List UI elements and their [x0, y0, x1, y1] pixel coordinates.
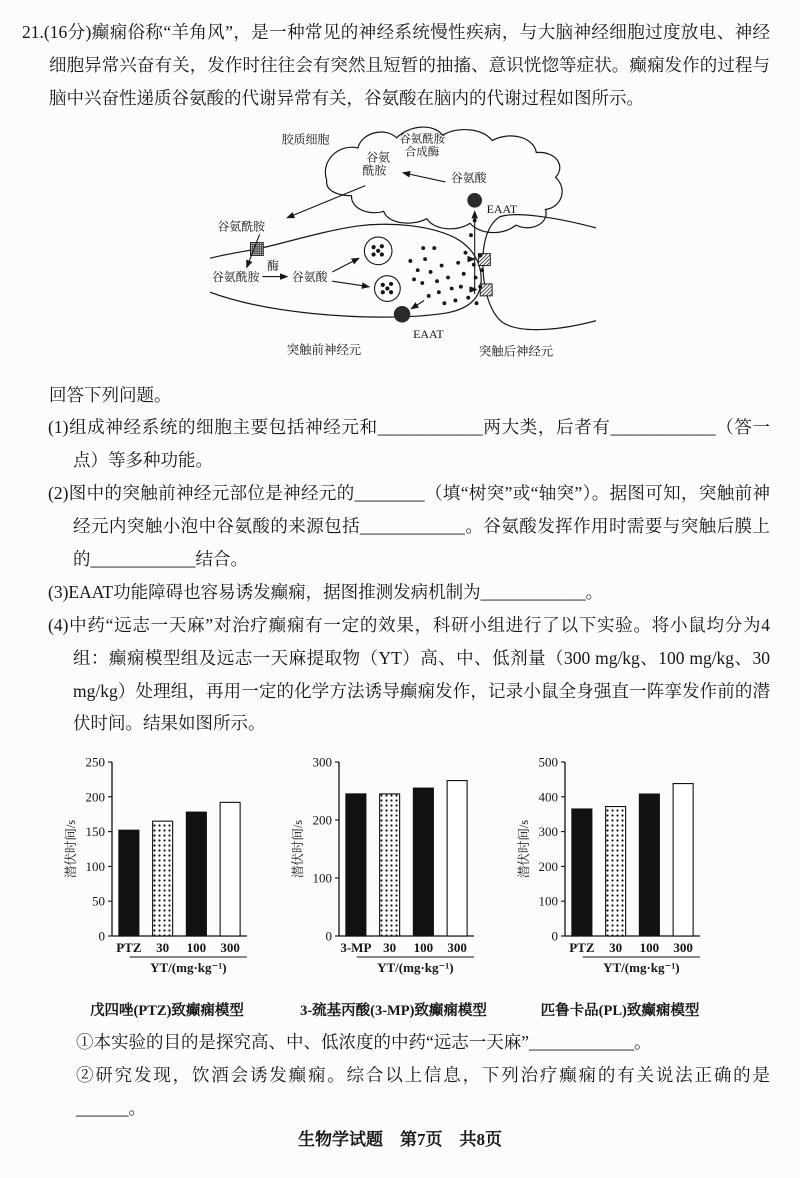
glutamate-dot: [442, 301, 446, 305]
eaat-presynaptic-transporter-icon: [394, 306, 411, 323]
glutamate-dot: [480, 268, 484, 272]
synthetase-label-1: 谷氨酰胺: [399, 133, 446, 146]
chart-title-pl: 匹鲁卡品(PL)致癫痫模型: [540, 1003, 700, 1020]
glutamate-dot: [462, 272, 466, 276]
arrow-glutamate-to-glutamine: [403, 172, 445, 181]
bar-300: [673, 784, 693, 936]
chart-svg: [62, 748, 272, 988]
glutamate-dot: [459, 284, 463, 288]
glial-glutamate-label: 谷氨酸: [450, 170, 487, 185]
x-category-label: 30: [156, 940, 170, 956]
glutamate-dot: [450, 286, 454, 290]
y-axis-label: 潜伏时间/s: [290, 820, 305, 879]
glutamate-dot: [432, 246, 436, 250]
sub-question-1-marker: (1): [48, 417, 69, 438]
y-tick-label: 300: [538, 824, 558, 840]
glutamate-dot: [412, 277, 416, 281]
question-intro-text: (16分)癫痫俗称“羊角风”，是一种常见的神经系统慢性疾病，与大脑神经细胞过度放电、神经细胞异常兴奋有关，发作时往往会有突然且短暂的抽搐、意识恍惚等症状。癫痫发作的过程与脑中兴奋性递质谷氨酸的代谢异常有关，谷氨酸在脑内的代谢过程如图所示。: [43, 22, 770, 108]
x-category-label: 300: [673, 940, 693, 956]
glutamate-dot: [446, 275, 450, 279]
chart-svg: [515, 748, 725, 988]
presynaptic-neuron-label: 突触前神经元: [286, 342, 362, 357]
y-tick-label: 200: [85, 789, 105, 805]
synaptic-vesicles: [364, 237, 400, 301]
vesicle-glutamate-dot: [376, 248, 380, 252]
glutamate-dot: [478, 253, 482, 257]
glutamate-dot: [416, 268, 420, 272]
page-footer: 生物学试题 第7页 共8页: [298, 1130, 502, 1150]
arrow-to-vesicle-1: [332, 258, 359, 272]
sub-item-circle-1: ①本实验的目的是探究高、中、低浓度的中药“远志一天麻”____________。: [76, 1032, 652, 1053]
glial-glutamine-label-1: 谷氨: [366, 150, 391, 165]
chart-ptz-model: [62, 748, 272, 1020]
question-number: 21.: [22, 22, 44, 42]
sub-question-4-marker: (4): [48, 614, 69, 635]
sub-question-3-marker: (3): [48, 581, 69, 602]
sub-question-4-text: 中药“远志一天麻”对治疗癫痫有一定的效果，科研小组进行了以下实验。将小鼠均分为4组：癫痫模型组及远志一天麻提取物（YT）高、中、低剂量（300 mg/kg、100 mg/kg、30 mg/kg）处理组，再用一定的化学方法诱导癫痫发作，记录小鼠全身强直一阵挛发作前的潜伏时间。结果如图所示。: [68, 614, 770, 734]
y-tick-label: 50: [92, 894, 105, 910]
x-category-label: 30: [382, 940, 396, 956]
glutamate-dot: [478, 284, 482, 288]
glutamate-dot: [453, 298, 457, 302]
glutamate-dot: [466, 295, 470, 299]
inside-glutamine-label: 谷氨酰胺: [211, 269, 260, 284]
vesicle-glutamate-dot: [381, 290, 385, 294]
bar-30: [606, 807, 626, 936]
x-category-label: 300: [220, 940, 240, 956]
vesicle-glutamate-dot: [371, 252, 375, 256]
y-tick-label: 100: [312, 870, 332, 886]
glutamate-dot: [423, 257, 427, 261]
vesicle-glutamate-dot: [371, 245, 375, 249]
y-tick-label: 100: [85, 859, 105, 875]
arrow-glutamine-export: [287, 185, 365, 217]
glutamate-dot: [420, 281, 424, 285]
answer-prompt: 回答下列问题。: [49, 384, 172, 405]
bar-100: [639, 794, 659, 936]
synthetase-label-2: 合成酶: [404, 145, 440, 158]
glutamate-dot: [421, 246, 425, 250]
vesicle-glutamate-dot: [389, 290, 393, 294]
sub-question-1: [48, 411, 770, 477]
bar-100: [186, 812, 206, 936]
eaat-presynaptic-label: EAAT: [413, 326, 444, 341]
y-tick-label: 200: [538, 859, 558, 875]
inside-glutamate-label: 谷氨酸: [291, 269, 328, 284]
glutamate-dot: [408, 259, 412, 263]
x-category-label: 100: [413, 940, 433, 956]
eaat-glial-label: EAAT: [486, 201, 518, 216]
chart-svg: [289, 748, 499, 988]
sub-question-2-text: 图中的突触前神经元部位是神经元的________（填“树突”或“轴突”）。据图可知，突触前神经元内突触小泡中谷氨酸的来源包括____________。谷氨酸发挥作用时需要与突触后膜上的____________结合。: [68, 483, 770, 570]
glutamate-dot: [475, 301, 479, 305]
bar-300: [447, 781, 467, 936]
arrow-to-presynaptic-eaat: [411, 300, 424, 308]
question-intro: [22, 16, 770, 115]
neurotransmitter-dots: [408, 218, 484, 305]
y-tick-label: 250: [85, 754, 105, 770]
glutamate-dot: [464, 250, 468, 254]
y-tick-label: 100: [538, 894, 558, 910]
chart-pl-model: [515, 748, 725, 1020]
vesicle-glutamate-dot: [380, 244, 384, 248]
bar-100: [413, 788, 433, 936]
chart-3mp-model: [289, 748, 499, 1020]
x-category-label: 3-MP: [339, 940, 371, 956]
vesicle-glutamate-dot: [381, 282, 385, 286]
vesicle-glutamate-dot: [389, 281, 393, 285]
sub-question-1-text: 组成神经系统的细胞主要包括神经元和____________两大类，后者有____________（答一点）等多种功能。: [68, 417, 770, 471]
glutamate-dot: [437, 290, 441, 294]
postsynaptic-neuron-label: 突触后神经元: [478, 344, 554, 359]
sub-question-2-marker: (2): [48, 483, 69, 504]
chart-title-ptz: 戊四唑(PTZ)致癫痫模型: [90, 1003, 244, 1020]
glutamate-dot: [440, 263, 444, 267]
glutamate-metabolism-diagram: [210, 123, 770, 375]
x-axis-label: YT/(mg·kg⁻¹): [150, 960, 227, 976]
bar-30: [153, 822, 173, 937]
y-tick-label: 0: [551, 928, 558, 944]
y-tick-label: 200: [312, 812, 332, 828]
results-charts: [62, 748, 725, 1020]
y-axis-label: 潜伏时间/s: [64, 820, 78, 879]
bar-30: [379, 794, 399, 936]
x-category-label: PTZ: [116, 940, 142, 956]
y-axis-label: 潜伏时间/s: [517, 820, 531, 879]
glutamate-dot: [427, 294, 431, 298]
glial-cell-label: 胶质细胞: [281, 131, 330, 146]
glutamate-dot: [469, 233, 473, 237]
vesicle-glutamate-dot: [380, 252, 384, 256]
x-axis-label: YT/(mg·kg⁻¹): [376, 960, 454, 976]
bar-3-MP: [345, 794, 365, 936]
x-category-label: 100: [186, 940, 207, 956]
sub-question-2: [48, 477, 770, 576]
x-axis-label: YT/(mg·kg⁻¹): [603, 960, 680, 976]
enzyme-label: 酶: [266, 258, 279, 273]
y-tick-label: 150: [85, 824, 105, 840]
synapse-diagram-svg: [210, 123, 596, 364]
sub-question-3-text: EAAT功能障碍也容易诱发癫痫，据图推测发病机制为____________。: [68, 581, 604, 602]
x-category-label: 30: [609, 940, 623, 956]
x-category-label: 300: [446, 940, 467, 956]
x-category-label: 100: [639, 940, 660, 956]
y-tick-label: 300: [312, 754, 332, 770]
vesicle-glutamate-dot: [385, 286, 389, 290]
bar-300: [220, 803, 240, 937]
y-tick-label: 0: [98, 928, 105, 944]
arrow-to-vesicle-2: [332, 281, 369, 287]
outside-glutamine-label: 谷氨酰胺: [217, 219, 266, 234]
y-tick-label: 0: [325, 928, 332, 944]
glutamate-receptor-icon: [480, 284, 492, 296]
x-category-label: PTZ: [569, 940, 595, 956]
glutamate-dot: [435, 279, 439, 283]
bar-PTZ: [119, 831, 139, 937]
y-tick-label: 500: [538, 754, 558, 770]
bar-PTZ: [572, 809, 592, 936]
glutamate-dot: [456, 261, 460, 265]
chart-title-3mp: 3-巯基丙酸(3-MP)致癫痫模型: [300, 1003, 487, 1020]
sub-question-4: [48, 609, 770, 741]
sub-question-3: [48, 576, 770, 609]
glial-glutamine-label-2: 酰胺: [362, 163, 387, 178]
sub-item-circle-2: ②研究发现，饮酒会诱发癫痫。综合以上信息，下列治疗癫痫的有关说法正确的是______。: [76, 1065, 770, 1119]
glutamate-dot: [429, 270, 433, 274]
eaat-glial-transporter-icon: [467, 193, 482, 208]
y-tick-label: 400: [538, 789, 558, 805]
